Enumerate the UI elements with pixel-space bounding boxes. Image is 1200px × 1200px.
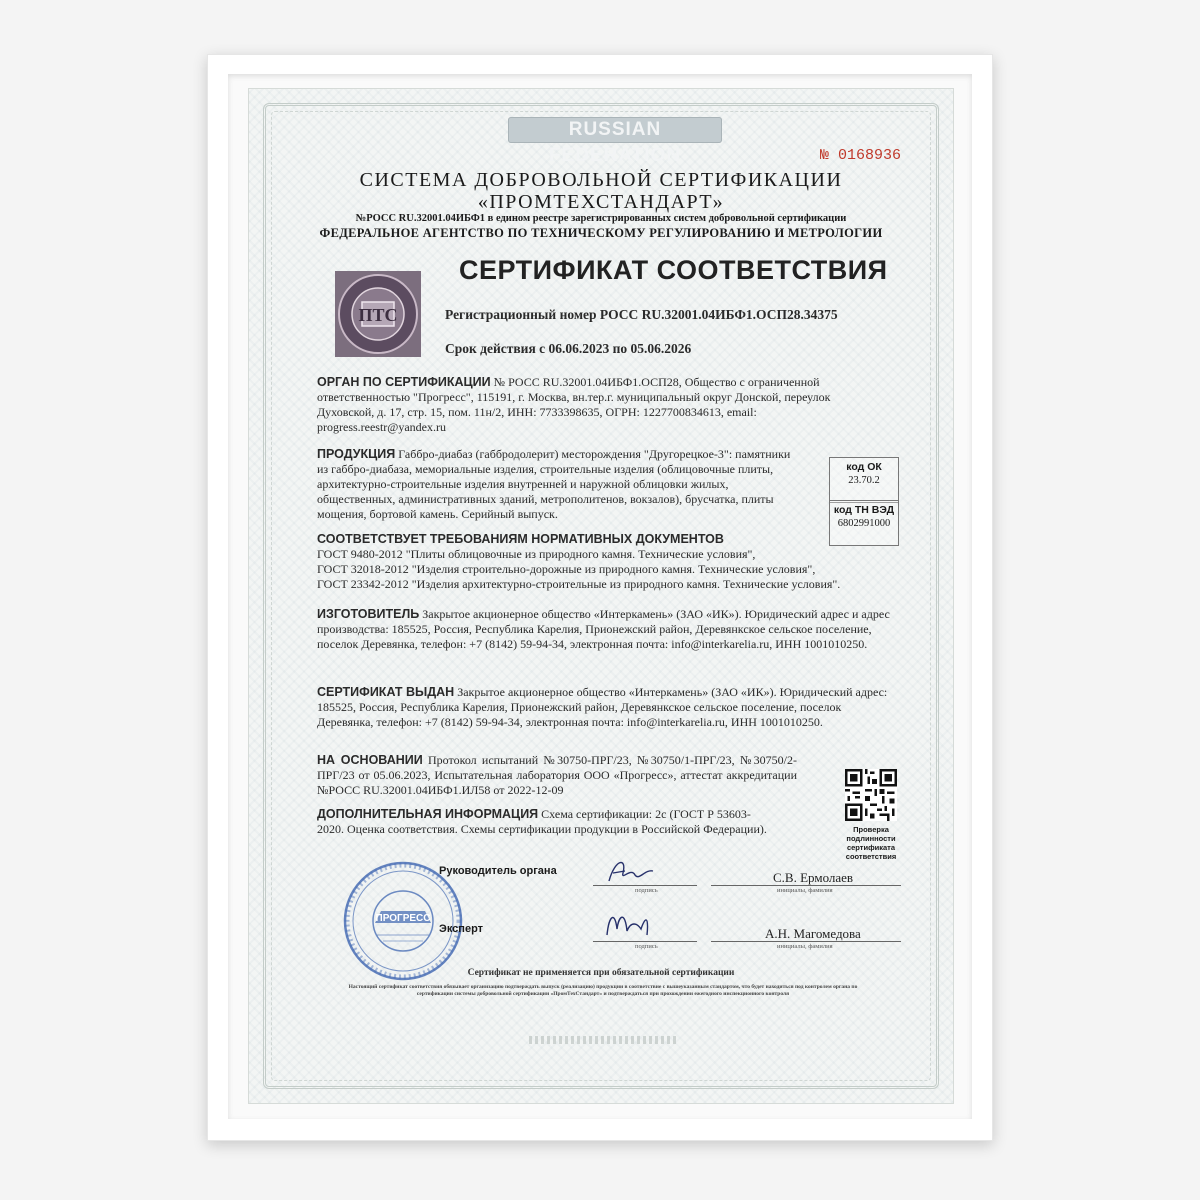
validity-period: Срок действия с 06.06.2023 по 05.06.2026: [445, 341, 692, 356]
agency-line: ФЕДЕРАЛЬНОЕ АГЕНТСТВО ПО ТЕХНИЧЕСКОМУ РЕГУЛИРОВАНИЮ И МЕТРОЛОГИИ: [319, 226, 883, 240]
product-section: [317, 447, 797, 522]
normative-documents-heading: СООТВЕТСТВУЕТ ТРЕБОВАНИЯМ НОРМАТИВНЫХ ДОКУМЕНТОВ: [317, 532, 724, 546]
issued-to-heading: СЕРТИФИКАТ ВЫДАН: [317, 685, 455, 699]
additional-info-text: Схема сертификации: 2с (ГОСТ Р 53603-2020. Оценка соответствия. Схемы сертификации продукции в Российской Федерации).: [317, 807, 767, 836]
tnved-code-value: 6802991000: [837, 518, 891, 529]
seal-text: ПРОГРЕСС: [375, 913, 431, 924]
name-caption-2: инициалы, фамилия: [777, 943, 833, 950]
tnved-code-label: код ТН ВЭД: [833, 504, 895, 516]
footer-notice: Сертификат не применяется при обязательной сертификации: [467, 968, 735, 978]
ok-code-label: код ОК: [846, 461, 882, 473]
issued-to-text: Закрытое акционерное общество «Интеркамень» (ЗАО «ИК»). Юридический адрес: 185525, Россия, Республика Карелия, Прионежский район, Деревянкское сельское поселение, поселок Деревянка, телефон: +7 (8142) 59-94-34, электронная почта: info@interkarelia.ru, ИНН 1001010250.: [317, 685, 888, 729]
gost-line-3: ГОСТ 23342-2012 "Изделия архитектурно-строительные из природного камня. Технические условия".: [317, 577, 841, 591]
system-title: СИСТЕМА ДОБРОВОЛЬНОЙ СЕРТИФИКАЦИИ: [359, 169, 843, 191]
name-caption-1: инициалы, фамилия: [777, 887, 833, 894]
additional-info-section: [317, 807, 777, 837]
svg-text:ПТС: ПТС: [358, 305, 398, 325]
product-heading: ПРОДУКЦИЯ: [317, 447, 396, 461]
manufacturer-heading: ИЗГОТОВИТЕЛЬ: [317, 607, 420, 621]
head-of-body-label: Руководитель органа: [439, 865, 557, 877]
system-name: «ПРОМТЕХСТАНДАРТ»: [477, 191, 725, 213]
qr-caption: Проверка подлинности сертификата соответствия: [845, 825, 897, 861]
manufacturer-text: Закрытое акционерное общество «Интеркамень» (ЗАО «ИК»). Юридический адрес и адрес производства: 185525, Россия, Республика Карелия, Прионежский район, Деревянкское сельское поселение, поселок Деревянка, телефон: +7 (8142) 59-94-34, электронная почта: info@interkarelia.ru, ИНН 1001010250.: [317, 607, 890, 651]
signature-caption-2: подпись: [635, 943, 658, 950]
registry-line: №РОСС RU.32001.04ИБФ1 в едином реестре зарегистрированных систем добровольной сертификации: [355, 213, 847, 224]
signature-caption-1: подпись: [635, 887, 658, 894]
basis-text: Протокол испытаний №30750-ПРГ/23, №30750/1-ПРГ/23, №30750/2-ПРГ/23 от 05.06.2023, Испытательная лаборатория ООО «Прогресс», аттестат аккредитации №РОСС RU.32001.04ИБФ1.ИЛ58 от 2022-12-09: [317, 753, 797, 797]
footer-fine-print: Настоящий сертификат соответствия обязывает организацию подтверждать выпуск (реализацию) продукции в соответствие с вышеуказанным стандартом, что будет находиться под контролем органа по сертификации системы добровольной сертификации «ПромТехСтандарт» и подтверждаться при прохождении ежегодного инспекционного контроля: [348, 984, 858, 997]
signature-line-2: [593, 941, 697, 942]
certificate-document: [248, 88, 954, 1104]
signature-2: [597, 901, 657, 945]
basis-section: [317, 753, 797, 798]
issued-to-section: [317, 685, 897, 730]
microprint-strip: [529, 1036, 679, 1044]
ok-code-box: [829, 457, 899, 503]
expert-label: Эксперт: [439, 923, 484, 935]
manufacturer-section: [317, 607, 897, 652]
progress-seal-stamp: [341, 859, 465, 983]
gost-line-2: ГОСТ 32018-2012 "Изделия строительно-дорожные из природного камня. Технические условия",: [317, 562, 816, 576]
signature-line-1: [593, 885, 697, 886]
normative-documents-section: [317, 532, 897, 592]
registration-number: Регистрационный номер РОСС RU.32001.04ИБФ1.ОСП28.34375: [445, 307, 838, 322]
certification-body-heading: ОРГАН ПО СЕРТИФИКАЦИИ: [317, 375, 491, 389]
certificate-title: СЕРТИФИКАТ СООТВЕТСТВИЯ: [459, 255, 888, 285]
ok-code-value: 23.70.2: [848, 475, 880, 486]
certification-body-text: № РОСС RU.32001.04ИБФ1.ОСП28, Общество с ограниченной ответственностью "Прогресс", 115191, г. Москва, вн.тер.г. муниципальный округ Донской, переулок Духовской, д. 17, стр. 15, пом. 11н/2, ИНН: 7733398635, ОГРН: 1227700834613, email: progress.reestr@yandex.ru: [317, 375, 831, 434]
russian-federation-ribbon: RUSSIAN FEDERATION: [508, 117, 722, 143]
additional-info-heading: ДОПОЛНИТЕЛЬНАЯ ИНФОРМАЦИЯ: [317, 807, 539, 821]
signer-name-1: С.В. Ермолаев: [773, 870, 854, 885]
serial-number: № 0168936: [819, 147, 901, 164]
product-text: Габбро-диабаз (габбродолерит) месторождения "Другорецкое-3": памятники из габбро-диабаза, мемориальные изделия, строительные изделия (облицовочные плиты, архитектурно-строительные изделия внутренней и наружной облицовки жилых, общественных, административных зданий, метрополитенов, вокзалов), брусчатка, плиты мощения, бортовой камень. Серийный выпуск.: [317, 447, 791, 521]
certification-body-section: [317, 375, 887, 435]
signer-name-2: А.Н. Магомедова: [765, 926, 861, 941]
gost-line-1: ГОСТ 9480-2012 "Плиты облицовочные из природного камня. Технические условия",: [317, 547, 756, 561]
promtekhstandart-hologram-logo: [335, 271, 421, 357]
qr-code-icon[interactable]: [845, 769, 897, 821]
basis-heading: НА ОСНОВАНИИ: [317, 753, 423, 767]
